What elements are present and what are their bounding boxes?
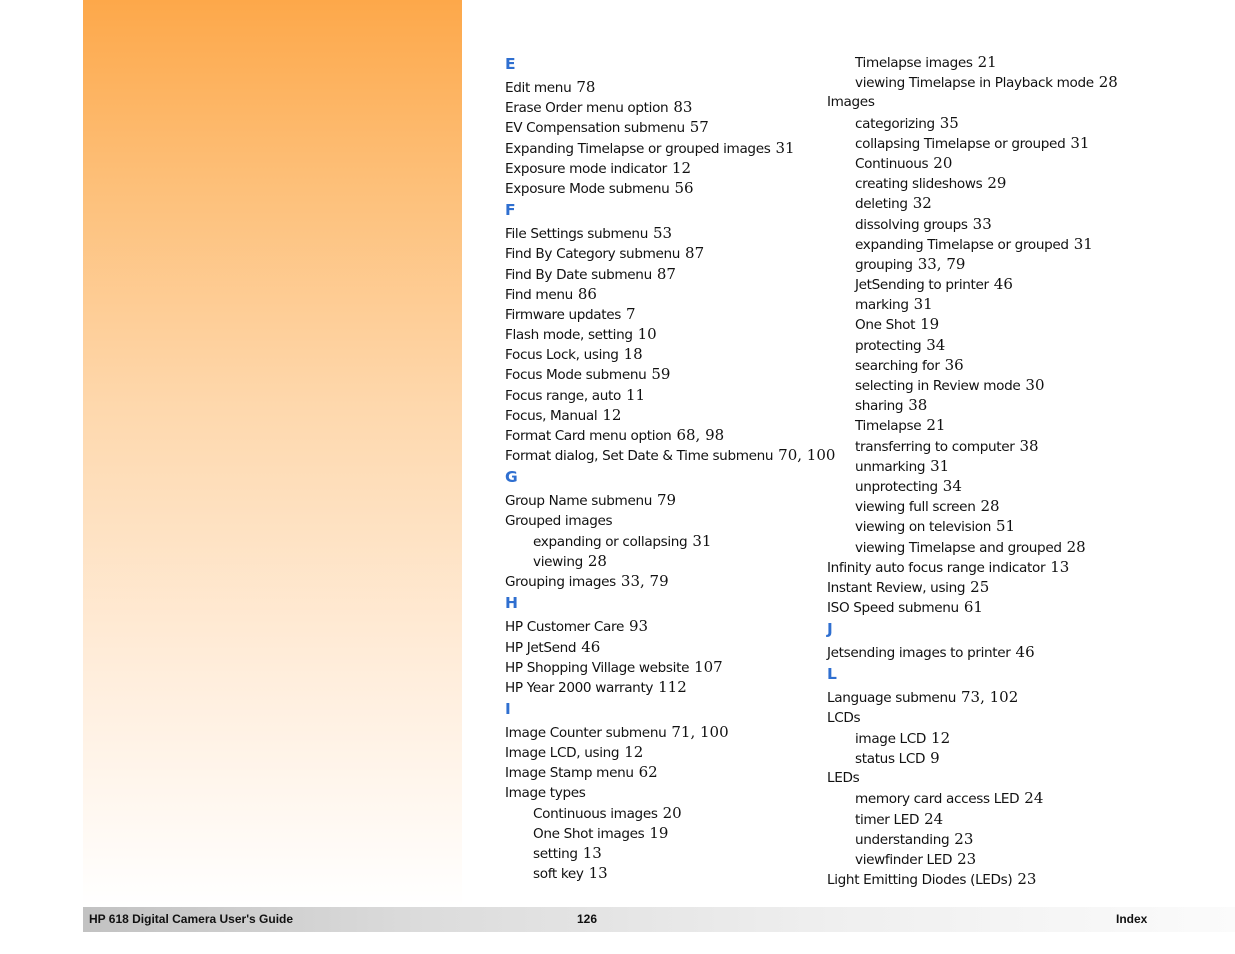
footer-page-number: 126 [577,912,598,926]
index-term: One Shot [855,317,916,334]
index-subentry [827,254,1127,274]
index-entry [505,223,827,243]
index-entry [505,304,827,324]
index-page-ref: 34 [926,335,946,354]
index-term: HP JetSend [505,639,577,656]
index-entry [505,405,827,425]
index-term: LCDs [827,709,861,726]
index-page-ref: 23 [954,829,974,848]
index-page-ref: 19 [649,824,669,842]
index-term: sharing [855,398,904,415]
index-term: Erase Order menu option [505,100,669,117]
index-term: setting [533,846,578,863]
index-entry [827,768,1127,788]
index-term: Infinity auto focus range indicator [827,559,1046,576]
index-term: Timelapse images [855,55,973,71]
index-term: viewing on television [855,519,991,536]
index-term: Edit menu [505,80,572,96]
index-page-ref: 24 [924,809,944,828]
index-subentry [827,456,1127,476]
index-subentry [827,52,1127,72]
index-page-ref: 24 [1024,789,1044,808]
index-page-ref: 38 [1019,436,1039,455]
index-page-ref: 12 [671,158,692,177]
index-term: Exposure mode indicator [505,160,667,177]
index-term: searching for [855,357,940,374]
index-letter-heading: L [827,665,837,684]
index-page-ref: 28 [1066,537,1086,556]
index-page-ref: 70, 100 [778,446,836,465]
index-page-ref: 46 [1015,643,1035,662]
index-page-ref: 21 [977,53,997,71]
index-column-left [505,52,836,884]
index-page-ref: 62 [638,763,658,782]
index-page-ref: 112 [658,677,687,696]
index-page-ref: 31 [930,456,950,475]
index-term: Firmware updates [505,306,621,323]
index-term: Timelapse [855,418,922,435]
index-page-ref: 87 [685,244,705,263]
index-term: LEDs [827,770,860,787]
index-page-ref: 38 [908,396,928,415]
index-subentry [827,748,1127,768]
index-subentry [505,531,827,551]
index-page-ref: 11 [625,385,646,404]
page-footer [83,907,1235,932]
index-term: expanding or collapsing [533,533,688,550]
index-term: Focus Mode submenu [505,367,647,384]
index-term: One Shot images [533,826,645,842]
index-page-ref: 12 [624,743,644,762]
index-entry [827,557,1127,577]
index-subentry [827,294,1127,314]
index-term: Image Counter submenu [505,725,667,742]
index-subentry [505,551,827,571]
index-page-ref: 33, 79 [620,572,669,591]
index-subentry [827,788,1127,808]
index-entry [505,158,827,178]
index-term: Expanding Timelapse or grouped images [505,140,771,157]
index-page-ref: 13 [582,844,602,863]
index-term: timer LED [855,811,920,828]
index-page-ref: 21 [926,416,946,435]
index-entry [505,616,827,636]
index-entry [505,284,827,304]
index-page-ref: 73, 102 [960,688,1019,707]
index-entry [827,92,1127,112]
index-entry [505,742,827,762]
index-term: transferring to computer [855,438,1015,455]
index-page-ref: 18 [623,345,643,364]
index-subentry [827,809,1127,829]
index-term: Focus, Manual [505,407,598,424]
index-entry [505,364,827,384]
index-page-ref: 28 [1098,73,1118,92]
index-entry [505,637,827,657]
index-subentry [827,355,1127,375]
index-term: unmarking [855,458,926,475]
index-page-ref: 107 [694,657,723,676]
index-page-ref: 61 [963,598,983,617]
index-subentry [827,314,1127,334]
index-subentry [827,173,1127,193]
index-entry [505,97,827,117]
index-page-ref: 23 [957,849,977,868]
index-entry [505,324,827,344]
index-page-ref: 7 [626,304,636,323]
index-term: categorizing [855,115,935,132]
index-page-ref: 10 [637,325,657,344]
index-page-ref: 51 [996,517,1016,536]
index-term: Focus range, auto [505,387,621,404]
index-page-ref: 56 [674,178,694,197]
index-term: grouping [855,256,913,273]
footer-section: Index [1116,912,1148,926]
index-term: understanding [855,831,950,848]
index-term: Format dialog, Set Date & Time submenu [505,448,774,465]
index-term: soft key [533,866,584,883]
footer-guide-title: HP 618 Digital Camera User's Guide [89,912,294,926]
index-page-ref: 35 [939,113,959,132]
index-page-ref: 29 [987,174,1007,193]
index-page-ref: 57 [689,118,709,137]
index-term: Images [827,94,875,111]
index-page-ref: 33 [972,214,992,233]
index-page-ref: 30 [1025,376,1045,394]
index-term: Image Stamp menu [505,765,634,782]
index-subentry [827,214,1127,234]
index-term: Group Name submenu [505,493,652,510]
index-page-ref: 36 [944,355,964,374]
index-entry [505,264,827,284]
index-letter-heading: J [827,620,833,639]
index-subentry [827,72,1127,92]
index-subentry [827,516,1127,536]
index-page-ref: 53 [652,224,673,243]
index-term: deleting [855,196,908,213]
index-entry [827,869,1127,889]
index-page-ref: 20 [933,153,953,172]
index-entry [505,571,827,591]
index-entry [505,783,827,803]
index-letter-heading: H [505,594,518,613]
index-entry [505,762,827,782]
index-entry [505,677,827,697]
index-entry [827,597,1127,617]
index-term: Focus Lock, using [505,347,619,364]
index-term: Format Card menu option [505,428,672,444]
index-subentry [505,843,827,863]
index-letter-heading: F [505,201,516,220]
index-subentry [827,335,1127,355]
index-subentry [827,234,1127,254]
index-subentry [827,496,1127,516]
index-term: Find By Date submenu [505,266,652,283]
index-term: Find menu [505,286,573,303]
index-entry [505,445,836,465]
index-page-ref: 28 [980,497,1000,516]
index-entry [827,642,1127,662]
index-subentry [827,537,1127,557]
index-entry [505,178,827,198]
index-term: dissolving groups [855,216,968,233]
index-term: viewing [533,553,583,570]
index-page-ref: 68, 98 [676,426,725,444]
index-page-ref: 71, 100 [671,723,729,742]
index-term: File Settings submenu [505,226,648,243]
index-term: image LCD [855,730,927,747]
index-term: collapsing Timelapse or grouped [855,135,1066,152]
index-term: ISO Speed submenu [827,600,959,617]
index-page-ref: 31 [692,531,712,550]
index-page-ref: 31 [1070,133,1090,152]
index-term: Language submenu [827,690,956,707]
index-subentry [827,375,1127,395]
index-entry [505,77,827,97]
index-term: Image LCD, using [505,745,620,762]
index-page-ref: 33, 79 [917,254,966,273]
index-letter-heading: I [505,700,511,719]
index-term: Grouped images [505,512,613,529]
index-page-ref: 12 [602,405,622,424]
index-subentry [827,274,1127,294]
index-term: HP Customer Care [505,619,624,636]
index-entry [505,117,827,137]
index-subentry [827,113,1127,133]
index-entry [505,425,827,445]
index-entry [827,708,1127,728]
index-term: selecting in Review mode [855,378,1021,394]
index-entry [505,511,827,531]
index-column-right [827,52,1127,889]
index-term: JetSending to printer [855,277,989,294]
index-page-ref: 20 [662,803,682,822]
index-page-ref: 13 [1050,557,1070,576]
index-page-ref: 13 [588,864,608,883]
index-entry [505,138,827,158]
index-subentry [827,829,1127,849]
index-page-ref: 78 [576,78,596,96]
index-term: Continuous images [533,805,658,822]
index-page-ref: 87 [656,264,676,283]
index-term: expanding Timelapse or grouped [855,236,1069,253]
index-term: creating slideshows [855,176,983,193]
index-term: HP Shopping Village website [505,659,690,676]
index-page-ref: 34 [942,476,962,495]
index-page-ref: 93 [628,617,649,636]
index-letter-heading: E [505,55,516,73]
index-subentry [827,415,1127,435]
index-page-ref: 31 [1073,234,1093,253]
index-entry [827,577,1127,597]
index-subentry [827,193,1127,213]
index-page-ref: 31 [775,138,795,157]
index-subentry [827,395,1127,415]
index-page-ref: 83 [673,98,693,117]
index-page-ref: 31 [913,295,933,314]
index-entry [827,687,1127,707]
index-page-ref: 46 [993,275,1013,294]
index-subentry [505,823,827,843]
index-page-ref: 32 [912,194,932,213]
index-term: Light Emitting Diodes (LEDs) [827,872,1013,889]
index-term: Find By Category submenu [505,246,681,263]
index-entry [505,243,827,263]
index-subentry [827,153,1127,173]
index-term: Instant Review, using [827,579,966,596]
index-subentry [827,728,1127,748]
decorative-sidebar [83,0,462,907]
index-subentry [827,133,1127,153]
index-page-ref: 19 [920,315,940,334]
index-page-ref: 25 [970,577,990,596]
index-page-ref: 59 [651,365,671,384]
index-term: Image types [505,784,586,801]
index-page-ref: 12 [931,728,951,747]
index-term: Flash mode, setting [505,327,633,344]
index-term: HP Year 2000 warranty [505,679,654,696]
index-term: viewfinder LED [855,851,953,868]
index-letter-heading: G [505,468,518,487]
index-term: Exposure Mode submenu [505,180,670,197]
index-subentry [827,476,1127,496]
index-term: Jetsending images to printer [827,645,1011,662]
index-term: Grouping images [505,574,616,591]
index-term: protecting [855,337,922,354]
index-entry [505,657,827,677]
index-subentry [505,863,827,883]
index-term: EV Compensation submenu [505,120,685,137]
index-term: viewing Timelapse and grouped [855,539,1062,556]
index-subentry [505,803,827,823]
index-entry [505,344,827,364]
index-term: marking [855,297,909,314]
index-term: viewing Timelapse in Playback mode [855,75,1094,92]
index-term: unprotecting [855,478,938,495]
index-subentry [827,849,1127,869]
index-term: Continuous [855,155,929,172]
index-page-ref: 23 [1017,870,1037,889]
index-page-ref: 9 [930,749,940,767]
index-entry [505,722,827,742]
index-term: viewing full screen [855,499,976,516]
index-subentry [827,436,1127,456]
index-page-ref: 28 [587,551,607,570]
index-page-ref: 79 [657,491,677,510]
index-page-ref: 86 [577,284,597,303]
index-page-ref: 46 [581,637,601,656]
index-entry [505,385,827,405]
index-entry [505,490,827,510]
index-term: status LCD [855,751,926,767]
index-term: memory card access LED [855,791,1020,808]
